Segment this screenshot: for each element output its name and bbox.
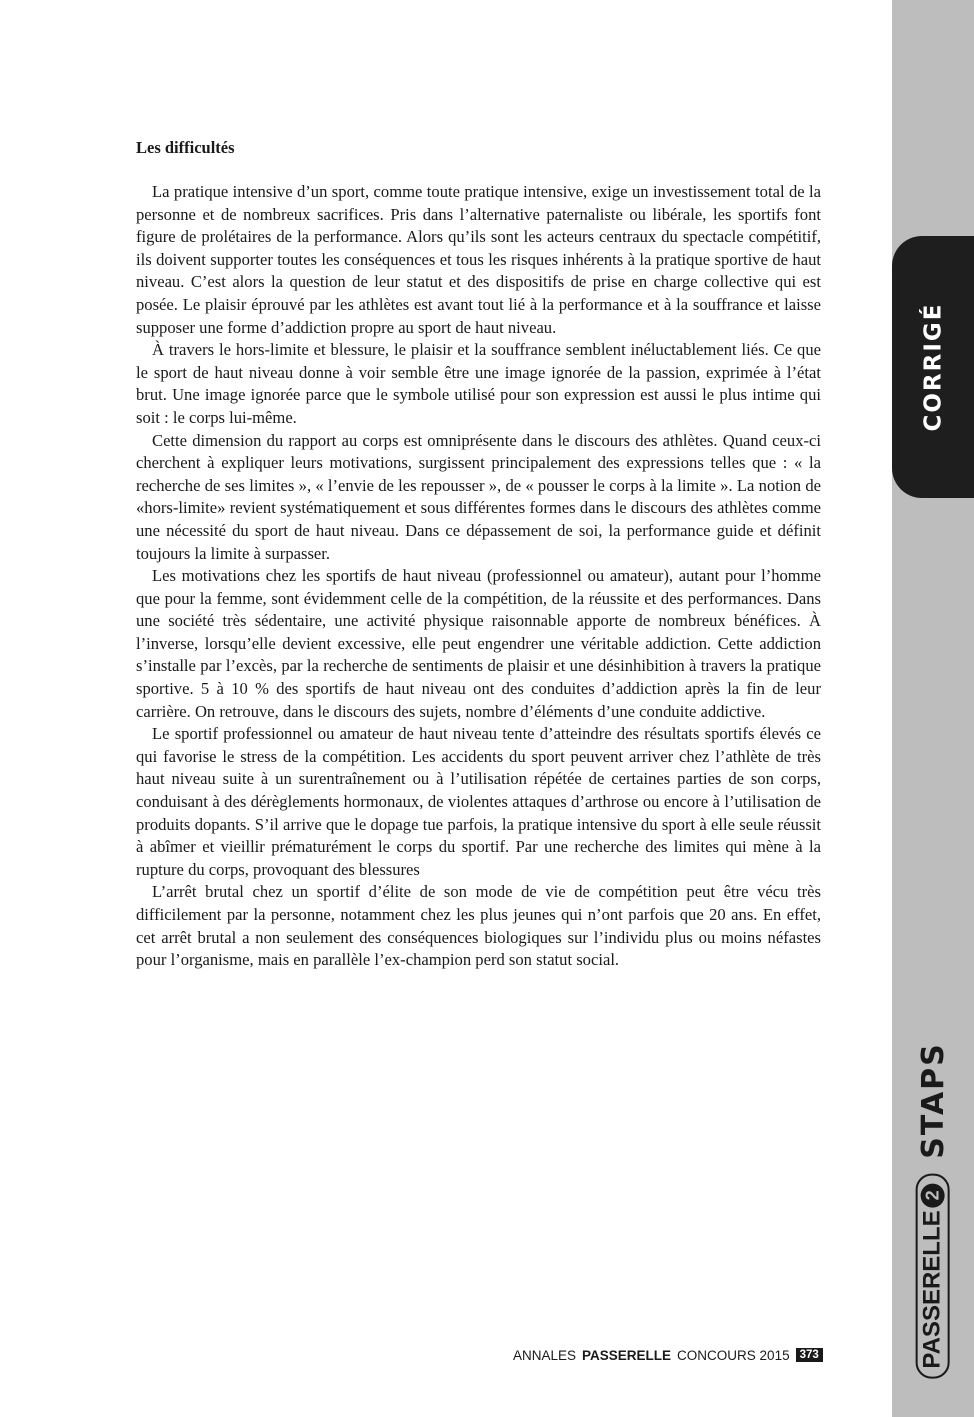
- footer-prefix: ANNALES: [513, 1347, 577, 1363]
- paragraph: Le sportif professionnel ou amateur de haut niveau tente d’atteindre des résultats sportifs élevés ce qui favorise le stress de la compétition. Les accidents du sport peuvent arriver chez l’athlète de très haut niveau suite à un surentraînement ou à l’utilisation répétée de certaines parties de son corps, conduisant à des dérèglements hormonaux, de violentes attaques d’arthrose ou encore à l’utilisation de produits dopants. S’il arrive que le dopage tue parfois, la pratique intensive du sport à elle seule réussit à abîmer et vieillir prématurément le corps du sportif. Par une recherche des limites qui mène à la rupture du corps, provoquant des blessures: [136, 724, 821, 879]
- subject-label: STAPS: [915, 1041, 951, 1159]
- paragraph: L’arrêt brutal chez un sportif d’élite de son mode de vie de compétition peut être vécu très difficilement par la personne, notamment chez les plus jeunes qui n’ont parfois que 20 ans. En effet, cet arrêt brutal a non seulement des conséquences biologiques sur l’individu plus ou moins néfastes pour l’organisme, mais en parallèle l’ex-champion perd son statut social.: [136, 882, 821, 970]
- brand-logo-text: PASSERELLE: [919, 1210, 946, 1369]
- paragraph: Cette dimension du rapport au corps est omniprésente dans le discours des athlètes. Quand ceux-ci cherchent à expliquer leurs motivations, surgissent principalement des expressions telles que : « la recherche de ses limites », « l’envie de les repousser », de « pousser le corps à la limite ». La notion de «hors-limite» revient systématiquement et sous différentes formes dans le discours des athlètes comme une nécessité du sport de haut niveau. Dans ce dépassement de soi, la performance guide et définit toujours la limite à surpasser.: [136, 430, 821, 563]
- section-tab-label: CORRIGÉ: [920, 302, 946, 432]
- subject-label-box: [892, 1040, 974, 1160]
- brand-logo: [916, 1173, 950, 1378]
- paragraph: La pratique intensive d’un sport, comme toute pratique intensive, exige un investissement total de la personne et de nombreux sacrifices. Pris dans l’alternative paternaliste ou libérale, les sportifs font figure de prolétaires de la performance. Alors qu’ils sont les acteurs centraux du spectacle compétitif, ils doivent supporter toutes les conséquences et tous les risques inhérents à la pratique sportive de haut niveau. C’est alors la question de leur statut et des dispositifs de prise en charge collective qui est posée. Le plaisir éprouvé par les athlètes est avant tout lié à la performance et à la souffrance et laisse supposer une forme d’addiction propre au sport de haut niveau.: [136, 182, 821, 337]
- main-content: [136, 137, 821, 972]
- paragraph: À travers le hors-limite et blessure, le plaisir et la souffrance semblent inéluctablement liés. Ce que le sport de haut niveau donne à voir semble être une image ignorée de la passion, exprimée à l’état brut. Une image ignorée parce que le symbole utilisé pour son expression est aussi le plus intime qui soit : le corps lui-même.: [136, 340, 821, 427]
- brand-logo-number: 2: [921, 1183, 945, 1207]
- footer-brand: PASSERELLE: [582, 1347, 672, 1363]
- page-number: 373: [796, 1348, 823, 1362]
- footer-suffix: CONCOURS 2015: [677, 1347, 790, 1363]
- brand-logo-box: [892, 1190, 974, 1369]
- section-heading: Les difficultés: [136, 138, 235, 157]
- paragraph: Les motivations chez les sportifs de haut niveau (professionnel ou amateur), autant pour l’homme que pour la femme, sont évidemment celle de la compétition, de la réussite et des performances. Dans une société très sédentaire, une activité physique raisonnable apporte de nombreux bénéfices. À l’inverse, lorsqu’elle devient excessive, elle peut engendrer une véritable addiction. Cette addiction s’installe par l’excès, par la recherche de sentiments de plaisir et une désinhibition à travers la pratique sportive. 5 à 10 % des sportifs de haut niveau ont des conduites d’addiction après la fin de leur carrière. On retrouve, dans le discours des sujets, nombre d’éléments d’une conduite addictive.: [136, 566, 821, 721]
- section-tab-label-box: [892, 236, 974, 498]
- page-footer: [513, 1345, 823, 1365]
